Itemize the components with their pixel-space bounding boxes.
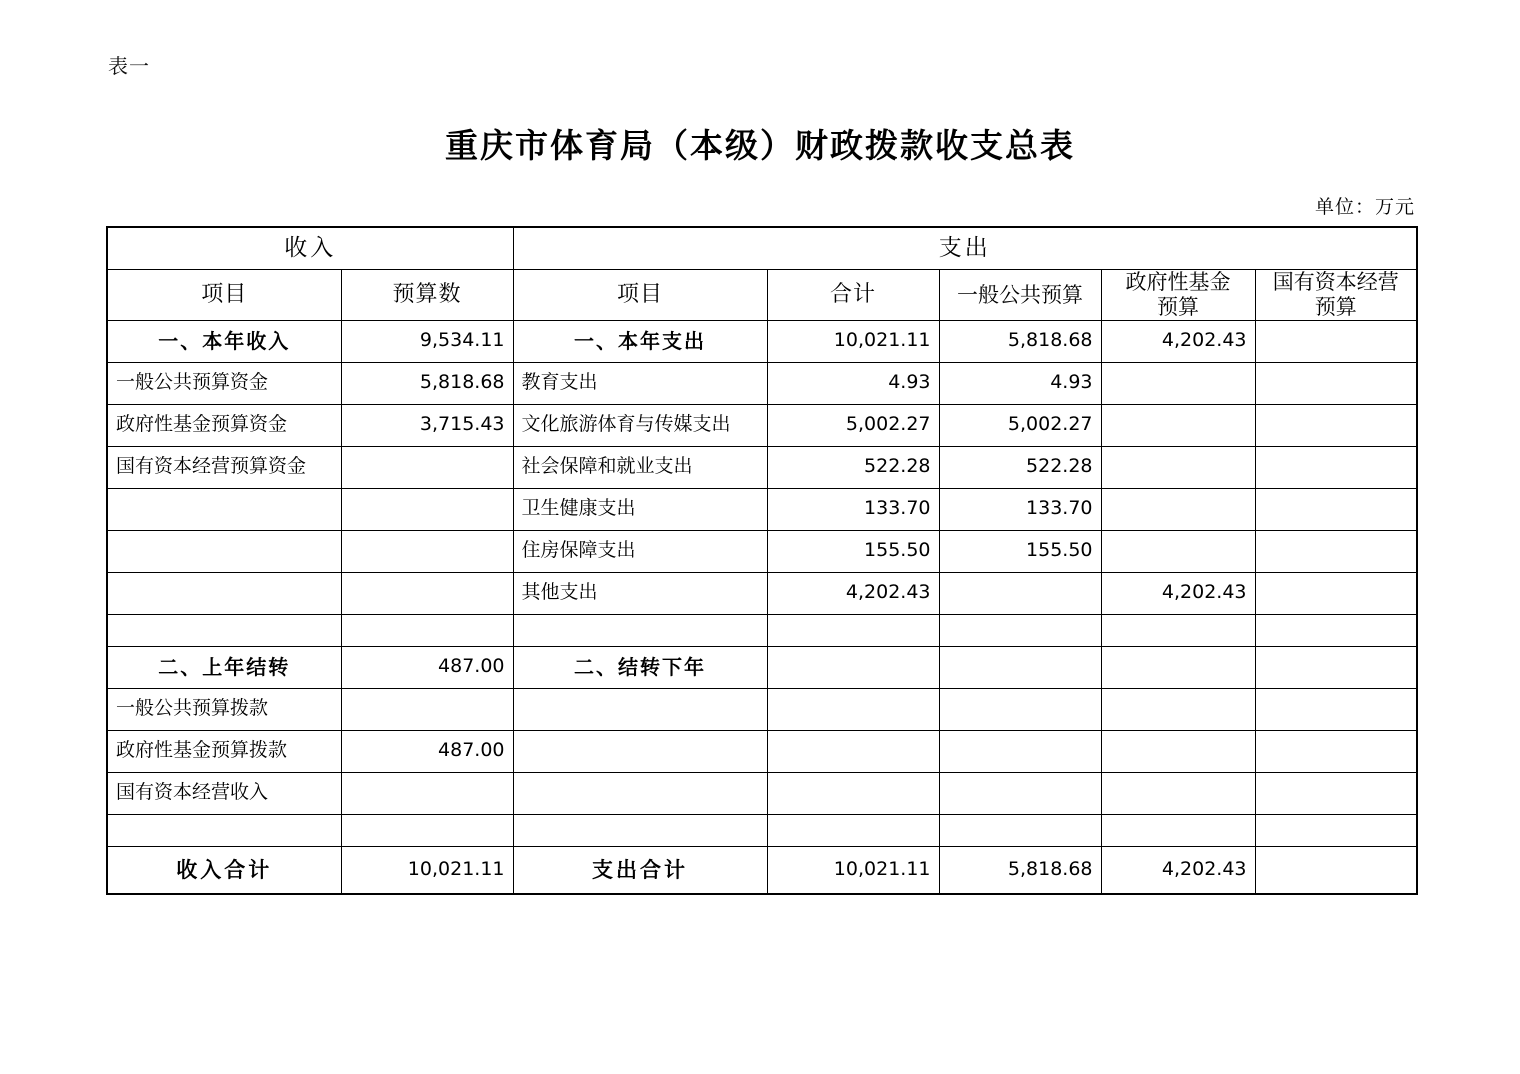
income-value-cell <box>341 688 513 730</box>
soe-capital-budget-line1: 国有资本经营 <box>1272 269 1399 294</box>
expense-soe-cell <box>1255 404 1417 446</box>
expense-total-cell: 522.28 <box>767 446 939 488</box>
expense-fund-cell <box>1101 362 1255 404</box>
expense-item-cell: 卫生健康支出 <box>513 488 767 530</box>
expense-fund-cell <box>1101 814 1255 846</box>
group-header-row <box>107 227 1417 269</box>
expense-group-header: 支出 <box>513 227 1417 269</box>
income-value-cell <box>341 814 513 846</box>
expense-fund-cell <box>1101 530 1255 572</box>
expense-item-cell <box>513 772 767 814</box>
income-value-cell: 487.00 <box>341 646 513 688</box>
table-row <box>107 488 1417 530</box>
income-item-cell <box>107 572 341 614</box>
expense-soe-cell <box>1255 488 1417 530</box>
expense-soe-cell <box>1255 446 1417 488</box>
income-item-cell: 政府性基金预算资金 <box>107 404 341 446</box>
expense-fund-cell <box>1101 646 1255 688</box>
expense-fund-cell: 4,202.43 <box>1101 572 1255 614</box>
expense-item-cell: 教育支出 <box>513 362 767 404</box>
expense-item-cell <box>513 730 767 772</box>
income-group-header: 收入 <box>107 227 513 269</box>
expense-fund-cell <box>1101 688 1255 730</box>
income-item-cell: 政府性基金预算拨款 <box>107 730 341 772</box>
expense-general-cell <box>939 814 1101 846</box>
expense-total-fund: 4,202.43 <box>1101 846 1255 894</box>
income-value-cell: 5,818.68 <box>341 362 513 404</box>
expense-total-cell <box>767 614 939 646</box>
expense-item-cell: 二、结转下年 <box>513 646 767 688</box>
income-value-cell: 487.00 <box>341 730 513 772</box>
expense-soe-cell <box>1255 772 1417 814</box>
expense-item-cell: 文化旅游体育与传媒支出 <box>513 404 767 446</box>
expense-general-cell <box>939 772 1101 814</box>
expense-general-cell: 5,002.27 <box>939 404 1101 446</box>
expense-general-cell <box>939 614 1101 646</box>
expense-total-soe <box>1255 846 1417 894</box>
expense-general-cell <box>939 688 1101 730</box>
column-header-expense-item: 项目 <box>513 269 767 320</box>
table-row <box>107 646 1417 688</box>
expense-item-cell <box>513 814 767 846</box>
expense-item-cell <box>513 614 767 646</box>
column-header-general-public-budget: 一般公共预算 <box>939 269 1101 320</box>
income-item-cell: 一般公共预算拨款 <box>107 688 341 730</box>
government-fund-budget-line2: 预算 <box>1157 294 1199 319</box>
expense-general-cell: 5,818.68 <box>939 320 1101 362</box>
income-value-cell <box>341 488 513 530</box>
income-value-cell: 3,715.43 <box>341 404 513 446</box>
expense-item-cell: 住房保障支出 <box>513 530 767 572</box>
expense-fund-cell <box>1101 446 1255 488</box>
expense-item-cell: 其他支出 <box>513 572 767 614</box>
income-item-cell <box>107 488 341 530</box>
income-value-cell <box>341 572 513 614</box>
expense-soe-cell <box>1255 530 1417 572</box>
expense-general-cell <box>939 730 1101 772</box>
expense-fund-cell <box>1101 730 1255 772</box>
expense-total-cell <box>767 814 939 846</box>
expense-item-cell: 社会保障和就业支出 <box>513 446 767 488</box>
column-header-soe-capital-budget <box>1255 269 1417 320</box>
income-total-value: 10,021.11 <box>341 846 513 894</box>
income-value-cell <box>341 446 513 488</box>
table-row <box>107 446 1417 488</box>
table-total-row <box>107 846 1417 894</box>
table-row <box>107 614 1417 646</box>
expense-general-cell: 4.93 <box>939 362 1101 404</box>
expense-soe-cell <box>1255 688 1417 730</box>
column-header-income-budget: 预算数 <box>341 269 513 320</box>
expense-soe-cell <box>1255 814 1417 846</box>
income-item-cell: 国有资本经营收入 <box>107 772 341 814</box>
expense-total-value: 10,021.11 <box>767 846 939 894</box>
income-item-cell: 一、本年收入 <box>107 320 341 362</box>
expense-total-cell <box>767 688 939 730</box>
expense-soe-cell <box>1255 614 1417 646</box>
expense-general-cell: 155.50 <box>939 530 1101 572</box>
budget-table <box>106 226 1418 895</box>
table-row <box>107 404 1417 446</box>
income-value-cell <box>341 530 513 572</box>
income-item-cell <box>107 614 341 646</box>
expense-total-cell: 5,002.27 <box>767 404 939 446</box>
expense-total-cell: 4.93 <box>767 362 939 404</box>
sheet-label: 表一 <box>108 54 150 78</box>
expense-soe-cell <box>1255 730 1417 772</box>
expense-item-cell: 一、本年支出 <box>513 320 767 362</box>
income-total-label: 收入合计 <box>107 846 341 894</box>
expense-soe-cell <box>1255 362 1417 404</box>
expense-soe-cell <box>1255 646 1417 688</box>
income-item-cell <box>107 814 341 846</box>
expense-general-cell <box>939 572 1101 614</box>
expense-fund-cell: 4,202.43 <box>1101 320 1255 362</box>
income-item-cell: 一般公共预算资金 <box>107 362 341 404</box>
expense-soe-cell <box>1255 320 1417 362</box>
expense-total-cell: 155.50 <box>767 530 939 572</box>
expense-general-cell: 522.28 <box>939 446 1101 488</box>
expense-fund-cell <box>1101 772 1255 814</box>
income-item-cell <box>107 530 341 572</box>
expense-soe-cell <box>1255 572 1417 614</box>
budget-table-body <box>107 227 1417 894</box>
expense-total-cell <box>767 646 939 688</box>
column-header-government-fund-budget <box>1101 269 1255 320</box>
expense-fund-cell <box>1101 614 1255 646</box>
government-fund-budget-line1: 政府性基金 <box>1125 269 1231 294</box>
income-value-cell: 9,534.11 <box>341 320 513 362</box>
page-title: 重庆市体育局（本级）财政拨款收支总表 <box>445 126 1075 165</box>
table-row <box>107 530 1417 572</box>
income-value-cell <box>341 772 513 814</box>
budget-table-container <box>106 226 1416 895</box>
unit-note: 单位：万元 <box>1314 196 1415 218</box>
soe-capital-budget-line2: 预算 <box>1314 294 1357 319</box>
expense-total-cell: 4,202.43 <box>767 572 939 614</box>
column-header-total: 合计 <box>767 269 939 320</box>
expense-total-cell: 10,021.11 <box>767 320 939 362</box>
table-row <box>107 688 1417 730</box>
expense-total-label: 支出合计 <box>513 846 767 894</box>
expense-general-cell: 133.70 <box>939 488 1101 530</box>
table-row <box>107 814 1417 846</box>
expense-fund-cell <box>1101 488 1255 530</box>
expense-total-general: 5,818.68 <box>939 846 1101 894</box>
table-row <box>107 772 1417 814</box>
table-row <box>107 572 1417 614</box>
table-row <box>107 730 1417 772</box>
expense-general-cell <box>939 646 1101 688</box>
expense-fund-cell <box>1101 404 1255 446</box>
column-header-income-item: 项目 <box>107 269 341 320</box>
expense-total-cell <box>767 730 939 772</box>
expense-item-cell <box>513 688 767 730</box>
expense-total-cell <box>767 772 939 814</box>
income-item-cell: 二、上年结转 <box>107 646 341 688</box>
table-row <box>107 362 1417 404</box>
table-row <box>107 320 1417 362</box>
column-header-row <box>107 269 1417 320</box>
income-value-cell <box>341 614 513 646</box>
income-item-cell: 国有资本经营预算资金 <box>107 446 341 488</box>
expense-total-cell: 133.70 <box>767 488 939 530</box>
